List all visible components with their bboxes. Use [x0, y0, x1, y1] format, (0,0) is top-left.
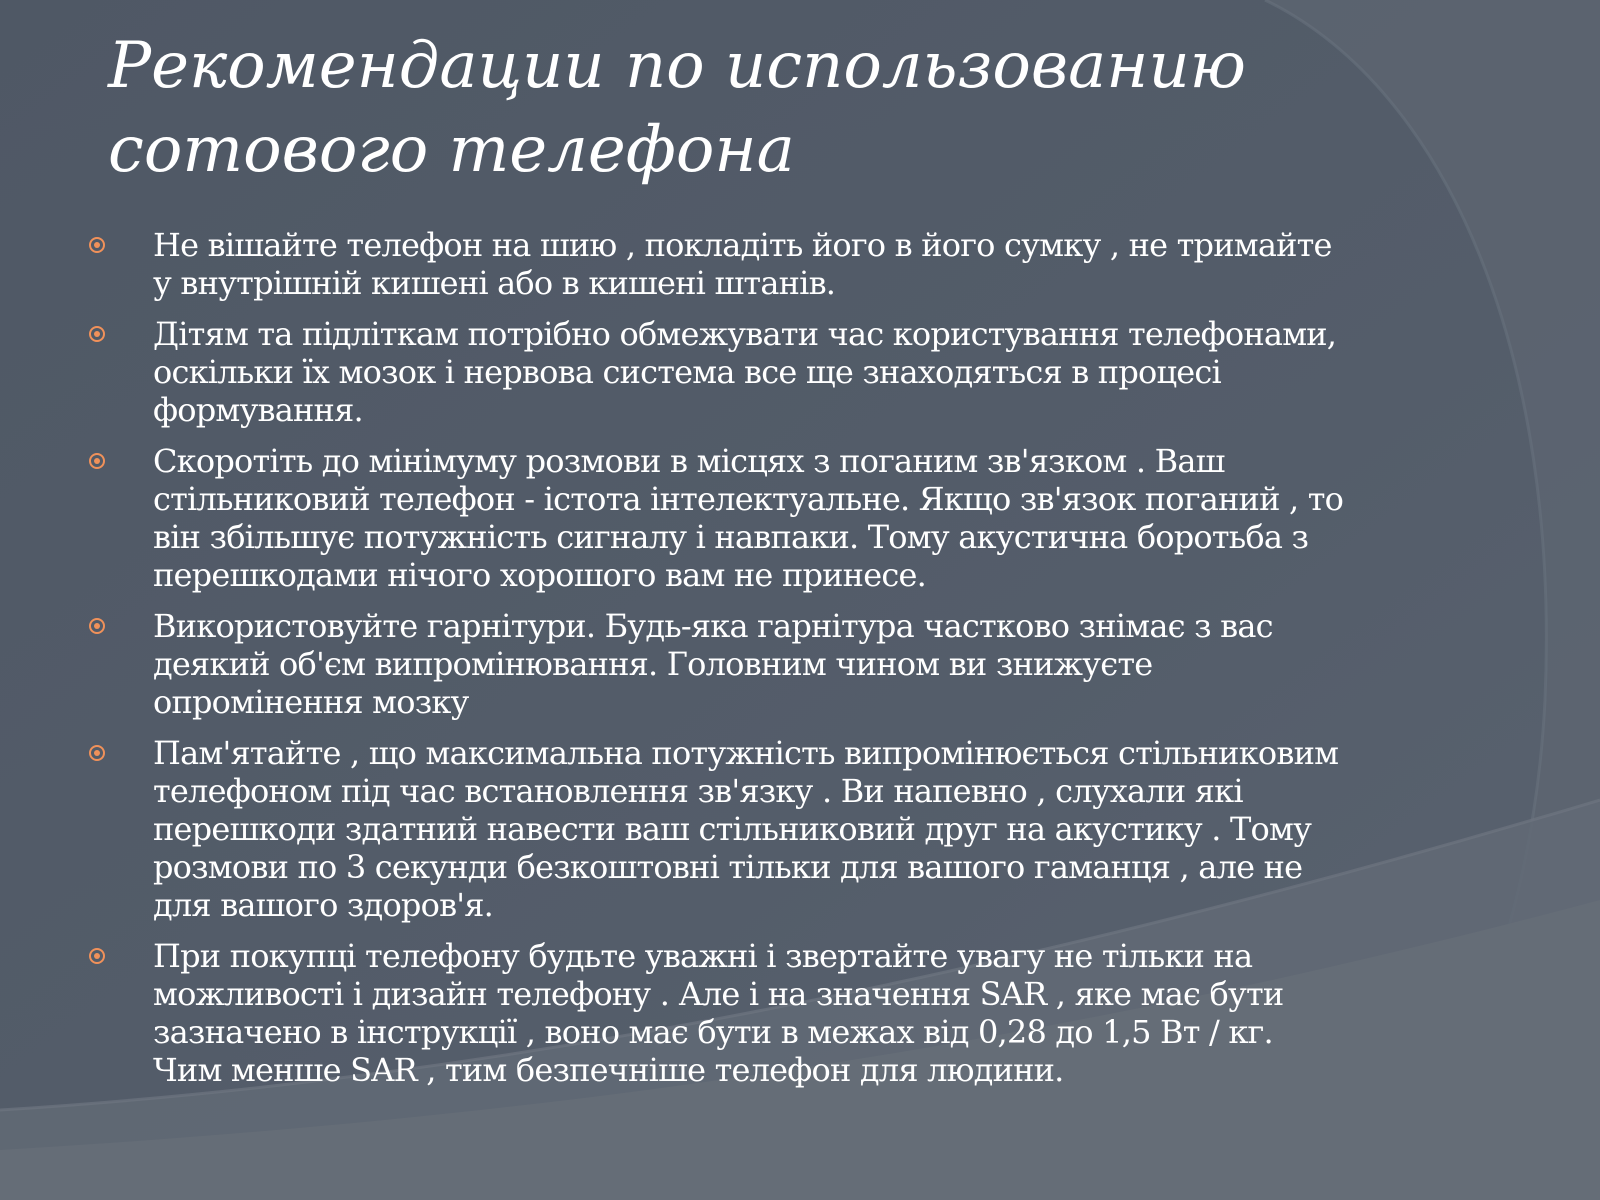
bullet-line: Скоротіть до мінімуму розмови в місцях з поганим зв'язком . Ваш [153, 442, 1225, 480]
bullet-line: При покупці телефону будьте уважні і звертайте увагу не тільки на [153, 937, 1253, 975]
circle-dot-icon [89, 237, 105, 253]
bullet-line: він збільшує потужність сигналу і навпаки. Тому акустична боротьба з [153, 518, 1309, 556]
bullet-item [0, 607, 1600, 721]
bullet-line: Дітям та підліткам потрібно обмежувати час користування телефонами, [153, 315, 1337, 353]
bullet-line: розмови по 3 секунди безкоштовні тільки для вашого гаманця , але не [153, 848, 1303, 886]
bullet-text [153, 226, 1530, 302]
bullet-text [153, 442, 1530, 594]
bullet-item [0, 315, 1600, 429]
bullet-line: телефоном під час встановлення зв'язку . Ви напевно , слухали які [153, 772, 1243, 810]
bullet-line: Пам'ятайте , що максимальна потужність випромінюється стільниковим [153, 734, 1339, 772]
bullet-line: Чим менше SAR , тим безпечніше телефон для людини. [153, 1051, 1064, 1089]
bullet-text [153, 937, 1530, 1089]
slide-title-line: сотового телефона [108, 113, 795, 187]
bullet-line: перешкоди здатний навести ваш стільниковий друг на акустику . Тому [153, 810, 1312, 848]
bullet-item [0, 226, 1600, 302]
bullet-text [153, 607, 1530, 721]
circle-dot-icon [89, 745, 105, 761]
bullet-line: оскільки їх мозок і нервова система все ще знаходяться в процесі [153, 353, 1221, 391]
bullet-line: у внутрішній кишені або в кишені штанів. [153, 264, 836, 302]
circle-dot-icon [89, 948, 105, 964]
bullet-text [153, 315, 1530, 429]
slide-title [108, 24, 1508, 192]
bullet-list [0, 226, 1600, 1102]
bullet-line: можливості і дизайн телефону . Але і на значення SAR , яке має бути [153, 975, 1284, 1013]
bullet-line: зазначено в інструкції , воно має бути в межах від 0,28 до 1,5 Вт / кг. [153, 1013, 1273, 1051]
bullet-line: Не вішайте телефон на шию , покладіть його в його сумку , не тримайте [153, 226, 1332, 264]
bullet-item [0, 734, 1600, 924]
bullet-line: формування. [153, 391, 363, 429]
bullet-line: перешкодами нічого хорошого вам не принесе. [153, 556, 926, 594]
circle-dot-icon [89, 453, 105, 469]
bullet-line: стільниковий телефон - істота інтелектуальне. Якщо зв'язок поганий , то [153, 480, 1344, 518]
bullet-line: опромінення мозку [153, 683, 469, 721]
bullet-text [153, 734, 1530, 924]
bullet-line: деякий об'єм випромінювання. Головним чином ви знижуєте [153, 645, 1153, 683]
bullet-item [0, 937, 1600, 1089]
slide-title-line: Рекомендации по использованию [108, 29, 1246, 103]
circle-dot-icon [89, 618, 105, 634]
bullet-line: Використовуйте гарнітури. Будь-яка гарнітура частково знімає з вас [153, 607, 1273, 645]
bullet-line: для вашого здоров'я. [153, 886, 494, 924]
bullet-item [0, 442, 1600, 594]
circle-dot-icon [89, 326, 105, 342]
